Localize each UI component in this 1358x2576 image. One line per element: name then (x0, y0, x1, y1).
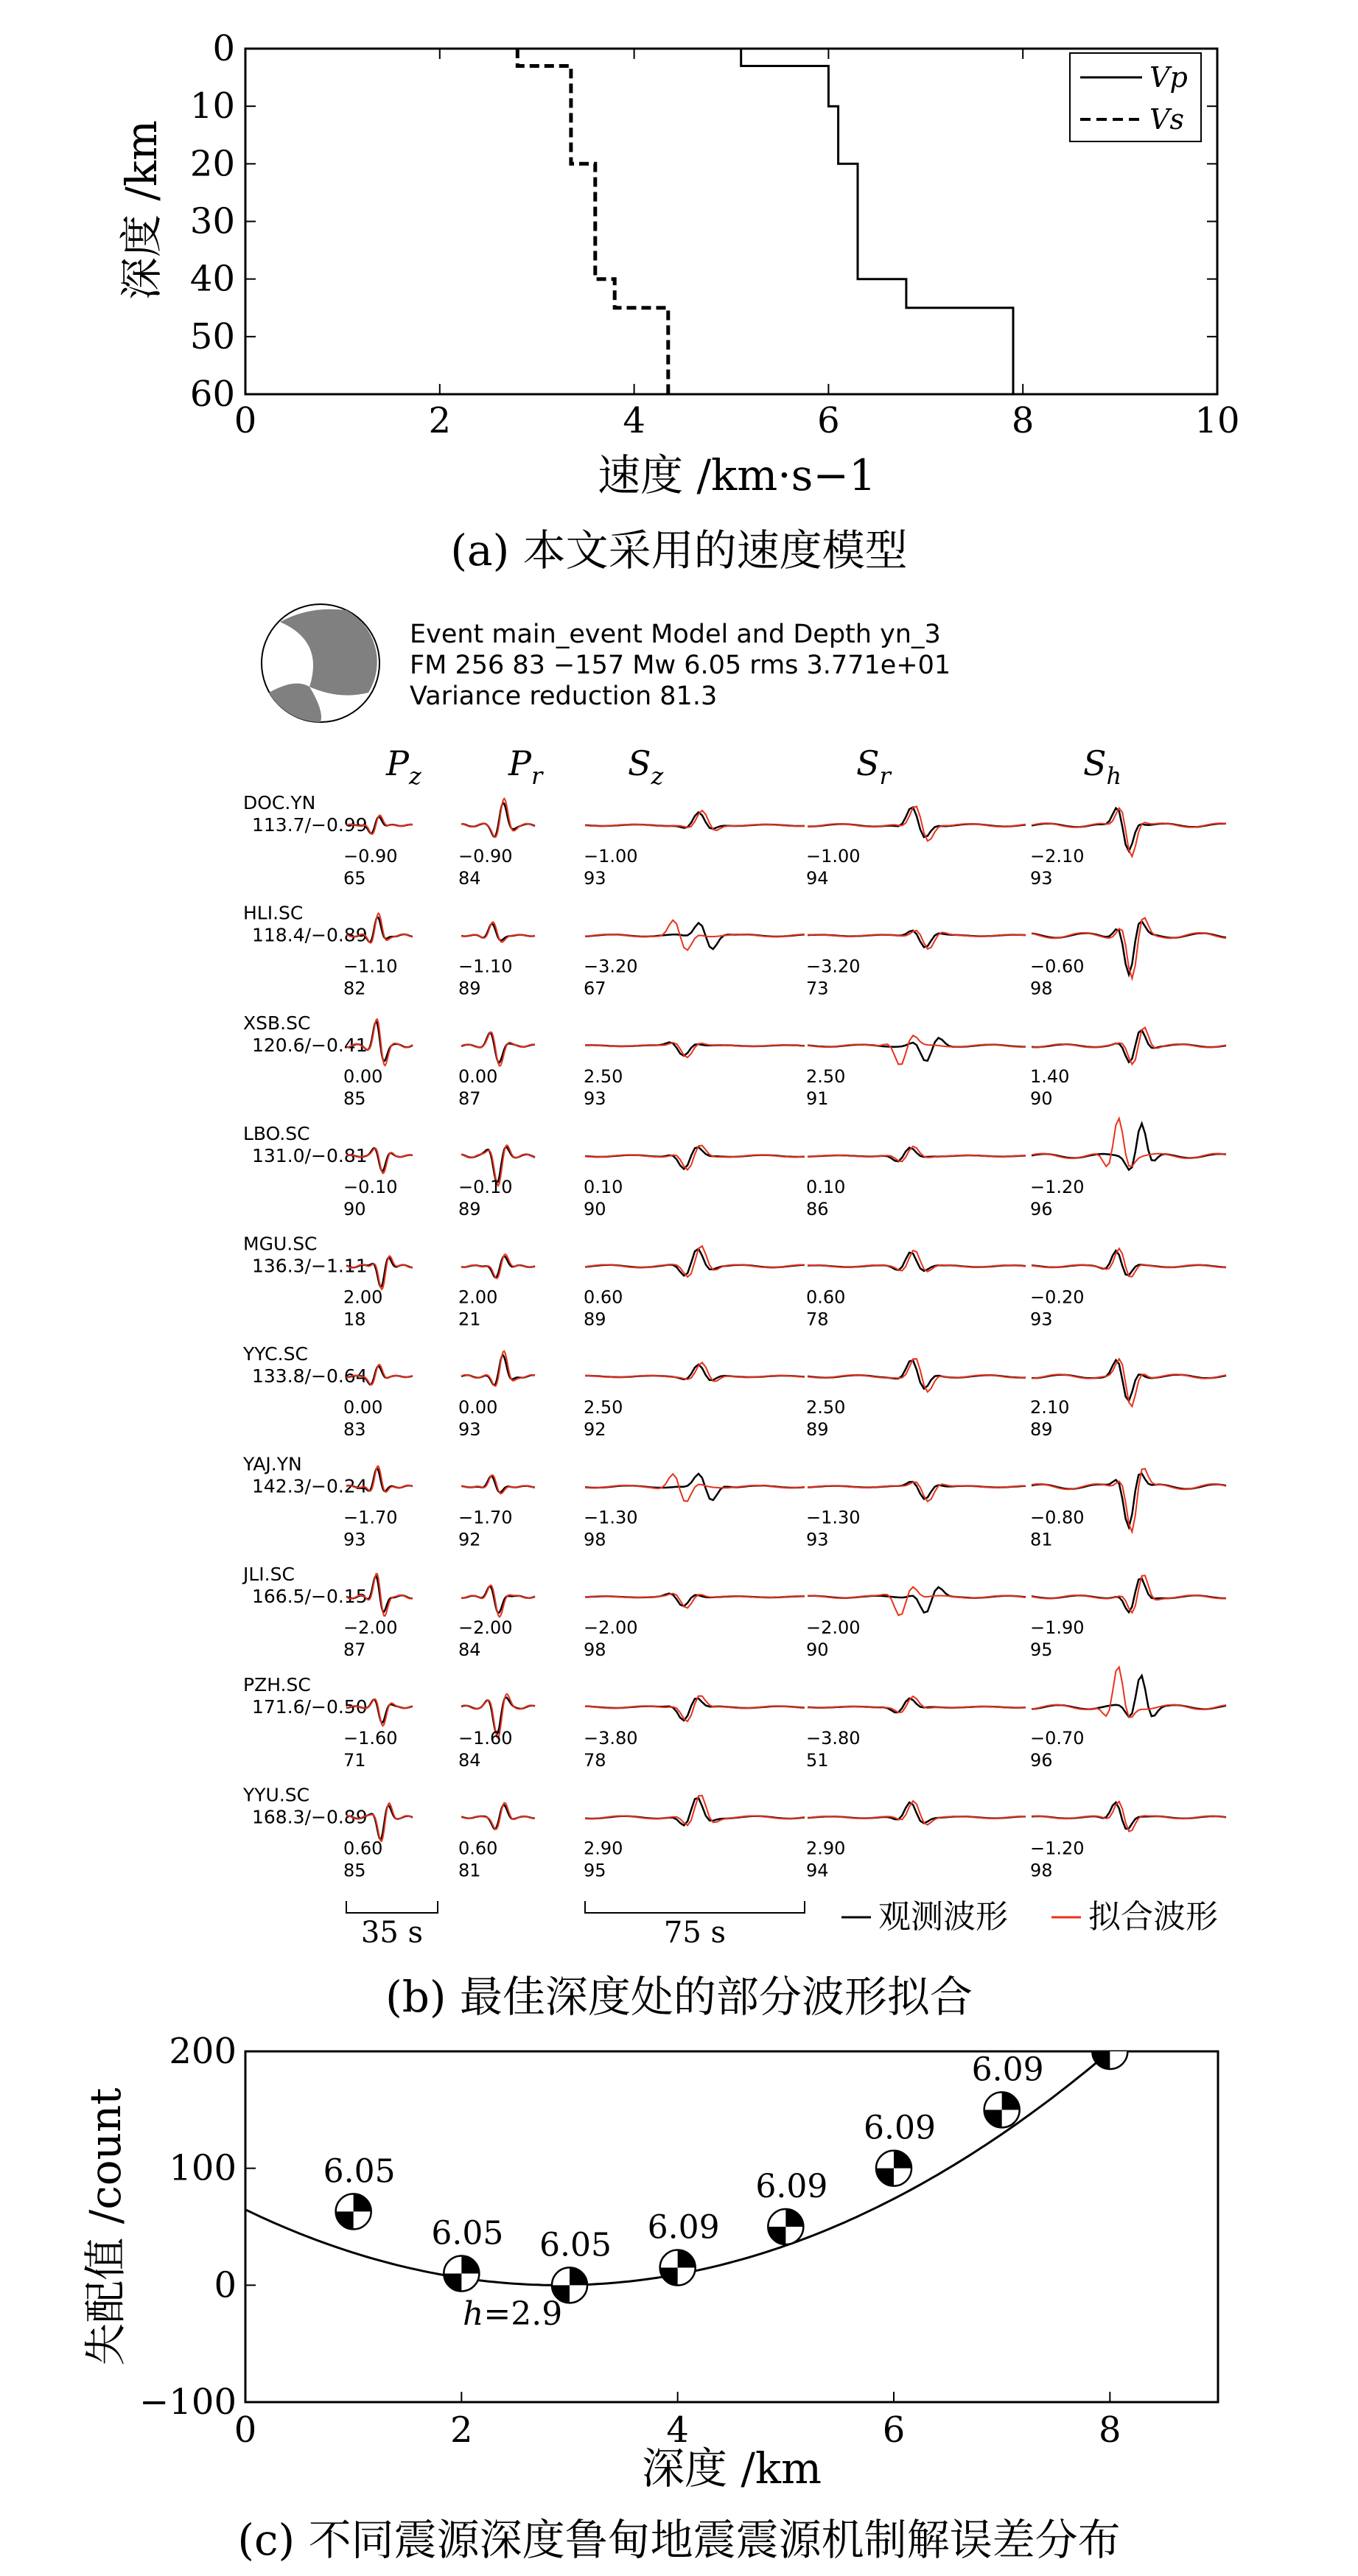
time-shift: −0.90 (343, 846, 398, 867)
synthetic-waveform (1032, 1575, 1226, 1612)
station-row (242, 1343, 1226, 1440)
correlation: 96 (1030, 1749, 1053, 1771)
correlation: 93 (1030, 868, 1053, 889)
correlation: 51 (806, 1749, 829, 1771)
correlation: 98 (1030, 978, 1053, 999)
series-vp (741, 49, 1013, 394)
scale-bar-75s (585, 1901, 805, 1950)
a-ytick-label: 50 (189, 315, 235, 357)
synthetic-waveform (808, 1035, 1026, 1064)
time-shift: −1.00 (806, 846, 861, 867)
a-ytick-label: 10 (189, 85, 235, 127)
time-shift: −3.80 (584, 1727, 638, 1749)
station-row (243, 903, 1226, 999)
station-info: 142.3/−0.24 (252, 1475, 368, 1497)
c-xlabel: 深度 /km (641, 2443, 822, 2493)
observed-waveform (585, 1798, 805, 1825)
caption-c: (c) 不同震源深度鲁甸地震震源机制解误差分布 (237, 2515, 1121, 2565)
correlation: 93 (343, 1529, 366, 1550)
legend-observed-label: 观测波形 (878, 1898, 1008, 1936)
time-shift: 2.50 (806, 1397, 846, 1418)
station-info: 171.6/−0.50 (252, 1695, 368, 1718)
correlation: 94 (806, 868, 829, 889)
a-ytick-label: 20 (189, 143, 235, 185)
station-row (242, 1564, 1226, 1660)
synthetic-waveform (461, 1803, 535, 1830)
a-ytick-label: 0 (212, 28, 235, 69)
time-shift: 0.60 (806, 1287, 846, 1308)
station-name: DOC.YN (243, 792, 316, 813)
observed-waveform (1032, 1676, 1226, 1717)
magnitude-label: 6.09 (971, 2051, 1044, 2089)
observed-waveform (461, 1586, 535, 1613)
time-shift: −1.70 (343, 1507, 398, 1528)
correlation: 89 (458, 1198, 481, 1219)
time-shift: 0.60 (458, 1838, 498, 1859)
time-shift: 0.00 (458, 1397, 498, 1418)
a-ylabel: 深度 /km (116, 119, 167, 301)
synthetic-waveform (585, 1362, 805, 1381)
station-row (243, 792, 1226, 889)
time-shift: 2.50 (584, 1397, 623, 1418)
correlation: 85 (343, 1860, 366, 1881)
synthetic-waveform (461, 799, 535, 837)
time-shift: −3.20 (584, 956, 638, 977)
correlation: 93 (584, 868, 606, 889)
time-shift: −0.10 (343, 1176, 398, 1197)
c-ytick-label: 0 (214, 2264, 237, 2306)
station-info: 118.4/−0.89 (252, 924, 368, 946)
time-shift: 1.40 (1030, 1066, 1070, 1088)
correlation: 89 (584, 1309, 606, 1330)
time-shift: −1.10 (458, 956, 513, 977)
station-name: HLI.SC (243, 902, 304, 924)
correlation: 93 (458, 1419, 481, 1440)
correlation: 78 (584, 1749, 606, 1771)
correlation: 91 (806, 1088, 829, 1110)
time-shift: −1.60 (458, 1727, 513, 1749)
c-xtick-label: 0 (234, 2409, 257, 2451)
station-name: JLI.SC (243, 1564, 295, 1586)
a-ytick-label: 60 (189, 374, 235, 415)
beachball-marker (444, 2255, 479, 2291)
a-ytick-label: 30 (189, 200, 235, 242)
time-shift: 0.10 (584, 1176, 623, 1197)
station-info: 133.8/−0.64 (252, 1365, 368, 1387)
observed-waveform (461, 1033, 535, 1063)
synthetic-waveform (461, 1032, 535, 1066)
waveform-fit-chart (0, 589, 1358, 1960)
station-name: XSB.SC (243, 1012, 311, 1035)
event-header-line3: Variance reduction 81.3 (410, 682, 718, 711)
station-name: YYU.SC (243, 1784, 310, 1806)
observed-waveform (808, 1148, 1026, 1162)
beachball-marker (768, 2209, 803, 2244)
station-name: PZH.SC (243, 1673, 311, 1695)
beachball-icon (262, 604, 379, 722)
legend-vs-label: Vs (1149, 103, 1184, 136)
component-label-pr: $P_r$ (508, 743, 543, 790)
c-ylabel: 失配值 /count (80, 2087, 130, 2366)
a-xtick-label: 0 (234, 400, 257, 441)
correlation: 87 (343, 1639, 366, 1661)
correlation: 87 (458, 1088, 481, 1110)
observed-waveform (1032, 1124, 1226, 1170)
synthetic-waveform (461, 1475, 535, 1494)
station-row (243, 1119, 1226, 1219)
observed-waveform (1032, 1360, 1226, 1401)
waveform-legend (841, 1898, 1218, 1936)
time-shift: 2.90 (806, 1838, 846, 1859)
observed-waveform (1032, 808, 1226, 851)
observed-waveform (1032, 1250, 1226, 1275)
station-row (243, 1667, 1226, 1770)
station-row (242, 1784, 1226, 1880)
station-info: 168.3/−0.89 (252, 1806, 368, 1828)
a-ytick-label: 40 (189, 258, 235, 300)
station-info: 113.7/−0.99 (252, 814, 368, 836)
a-xtick-label: 4 (623, 400, 645, 441)
time-shift: 2.10 (1030, 1397, 1070, 1418)
observed-waveform (585, 1698, 805, 1721)
time-shift: 0.60 (584, 1287, 623, 1308)
observed-waveform (808, 1360, 1026, 1388)
time-shift: −1.00 (584, 846, 638, 867)
correlation: 98 (584, 1529, 606, 1550)
time-shift: −0.90 (458, 846, 513, 867)
station-name: LBO.SC (243, 1122, 310, 1144)
observed-waveform (1032, 1802, 1226, 1829)
time-shift: −0.80 (1030, 1507, 1085, 1528)
time-shift: −0.10 (458, 1176, 513, 1197)
station-name: YAJ.YN (243, 1453, 302, 1475)
synthetic-waveform (808, 1359, 1026, 1392)
a-xtick-label: 2 (428, 400, 452, 441)
time-shift: 2.00 (458, 1287, 498, 1308)
beachball-marker (336, 2194, 371, 2229)
c-xtick-label: 4 (666, 2409, 689, 2451)
time-shift: −2.10 (1030, 846, 1085, 867)
c-xtick-label: 8 (1099, 2409, 1121, 2451)
time-shift: −1.30 (584, 1507, 638, 1528)
series-vs (517, 49, 668, 394)
magnitude-label: 6.05 (431, 2214, 504, 2253)
event-header-line2: FM 256 83 −157 Mw 6.05 rms 3.771e+01 (410, 651, 951, 680)
synthetic-waveform (585, 920, 805, 951)
time-shift: 0.60 (343, 1838, 383, 1859)
correlation: 85 (343, 1088, 366, 1110)
station-row (242, 1454, 1226, 1550)
time-shift: −1.10 (343, 956, 398, 977)
correlation: 98 (1030, 1860, 1053, 1881)
scale-bar-75s-label: 75 s (663, 1916, 727, 1950)
time-shift: 0.00 (343, 1066, 383, 1088)
time-shift: −0.60 (1030, 956, 1085, 977)
best-depth-annotation: h=2.9 (463, 2295, 563, 2333)
time-shift: −0.70 (1030, 1727, 1085, 1749)
time-shift: 2.90 (584, 1838, 623, 1859)
time-shift: −1.70 (458, 1507, 513, 1528)
synthetic-waveform (1032, 1248, 1226, 1276)
station-name: YYC.SC (243, 1343, 308, 1365)
time-shift: −2.00 (584, 1617, 638, 1639)
correlation: 89 (806, 1419, 829, 1440)
synthetic-waveform (461, 1351, 535, 1386)
time-shift: −1.20 (1030, 1176, 1085, 1197)
legend-vp-label: Vp (1149, 61, 1188, 94)
observed-waveform (808, 808, 1026, 838)
correlation: 93 (806, 1529, 829, 1550)
component-label-sh: $S_h$ (1083, 743, 1122, 790)
observed-waveform (585, 1043, 805, 1056)
time-shift: −0.20 (1030, 1287, 1085, 1308)
correlation: 84 (458, 1749, 481, 1771)
synthetic-waveform (808, 1587, 1026, 1616)
time-shift: −3.20 (806, 956, 861, 977)
beachball-marker (984, 2092, 1020, 2127)
observed-waveform (808, 931, 1026, 948)
station-row (243, 1012, 1226, 1109)
correlation: 93 (584, 1088, 606, 1110)
caption-b: (b) 最佳深度处的部分波形拟合 (385, 1972, 973, 2022)
c-xtick-label: 6 (882, 2409, 906, 2451)
legend-synthetic-label: 拟合波形 (1088, 1898, 1218, 1936)
correlation: 90 (343, 1198, 366, 1219)
station-info: 136.3/−1.11 (252, 1255, 368, 1277)
correlation: 93 (1030, 1309, 1053, 1330)
observed-waveform (808, 1038, 1026, 1061)
correlation: 84 (458, 1639, 481, 1661)
component-label-sz: $S_z$ (628, 743, 664, 790)
c-plot-frame (245, 2051, 1218, 2402)
correlation: 95 (1030, 1639, 1053, 1661)
correlation: 92 (584, 1419, 606, 1440)
correlation: 98 (584, 1639, 606, 1661)
a-xlabel: 速度 /km·s−1 (598, 450, 876, 500)
time-shift: 0.00 (343, 1397, 383, 1418)
time-shift: −2.00 (806, 1617, 861, 1639)
synthetic-waveform (585, 811, 805, 830)
magnitude-label: 6.09 (647, 2208, 720, 2247)
a-xtick-label: 10 (1194, 400, 1240, 441)
correlation: 84 (458, 868, 481, 889)
station-name: MGU.SC (243, 1233, 318, 1255)
a-legend (1070, 53, 1201, 141)
correlation: 95 (584, 1860, 606, 1881)
time-shift: −1.60 (343, 1727, 398, 1749)
event-header-line1: Event main_event Model and Depth yn_3 (410, 620, 941, 649)
station-info: 131.0/−0.81 (252, 1144, 368, 1166)
c-ytick-label: 100 (169, 2147, 237, 2189)
synthetic-waveform (461, 1585, 535, 1617)
correlation: 90 (806, 1639, 829, 1661)
observed-waveform (808, 1482, 1026, 1499)
time-shift: −2.00 (458, 1617, 513, 1639)
correlation: 96 (1030, 1198, 1053, 1219)
correlation: 83 (343, 1419, 366, 1440)
c-ytick-label: −100 (139, 2381, 237, 2423)
misfit-depth-chart (0, 2026, 1358, 2513)
time-shift: −2.00 (343, 1617, 398, 1639)
correlation: 82 (343, 978, 366, 999)
time-shift: 2.50 (806, 1066, 846, 1088)
magnitude-label: 6.09 (755, 2168, 828, 2205)
time-shift: 2.00 (343, 1287, 383, 1308)
correlation: 67 (584, 978, 606, 999)
correlation: 86 (806, 1198, 829, 1219)
station-row (243, 1233, 1226, 1329)
velocity-model-chart (0, 0, 1358, 516)
correlation: 94 (806, 1860, 829, 1881)
synthetic-waveform (1032, 1027, 1226, 1064)
synthetic-waveform (1032, 1667, 1226, 1717)
beachball-marker (876, 2151, 911, 2186)
observed-waveform (808, 1253, 1026, 1271)
observed-waveform (585, 1147, 805, 1169)
correlation: 73 (806, 978, 829, 999)
time-shift: −1.90 (1030, 1617, 1085, 1639)
synthetic-waveform (808, 806, 1026, 841)
observed-waveform (808, 1698, 1026, 1712)
correlation: 92 (458, 1529, 481, 1550)
time-shift: 2.50 (584, 1066, 623, 1088)
a-xtick-label: 6 (817, 400, 840, 441)
time-shift: −1.20 (1030, 1838, 1085, 1859)
correlation: 90 (1030, 1088, 1053, 1110)
correlation: 89 (1030, 1419, 1053, 1440)
beachball-marker (1092, 2034, 1127, 2069)
station-info: 120.6/−0.41 (252, 1035, 368, 1057)
time-shift: 0.10 (806, 1176, 846, 1197)
c-ytick-label: 200 (169, 2031, 237, 2072)
scale-bar-35s-label: 35 s (360, 1916, 424, 1950)
time-shift: −1.30 (806, 1507, 861, 1528)
observed-waveform (585, 1594, 805, 1606)
correlation: 78 (806, 1309, 829, 1330)
beachball-marker (660, 2250, 696, 2286)
scale-bar-35s (346, 1901, 438, 1950)
correlation: 89 (458, 978, 481, 999)
correlation: 65 (343, 868, 366, 889)
time-shift: 0.00 (458, 1066, 498, 1088)
correlation: 21 (458, 1309, 481, 1330)
time-shift: −3.80 (806, 1727, 861, 1749)
correlation: 81 (1030, 1529, 1053, 1550)
magnitude-label: 6.05 (539, 2226, 612, 2264)
a-xtick-label: 8 (1011, 400, 1035, 441)
caption-a: (a) 本文采用的速度模型 (450, 525, 908, 575)
component-label-sr: $S_r$ (856, 743, 891, 790)
synthetic-waveform (1032, 1119, 1226, 1166)
correlation: 90 (584, 1198, 606, 1219)
correlation: 18 (343, 1309, 366, 1330)
station-info: 166.5/−0.15 (252, 1586, 368, 1608)
magnitude-label: 6.05 (323, 2152, 396, 2191)
correlation: 71 (343, 1749, 366, 1771)
component-label-pz: $P_z$ (386, 743, 421, 790)
magnitude-label: 6.09 (864, 2109, 936, 2147)
c-xtick-label: 2 (450, 2409, 473, 2451)
correlation: 81 (458, 1860, 481, 1881)
